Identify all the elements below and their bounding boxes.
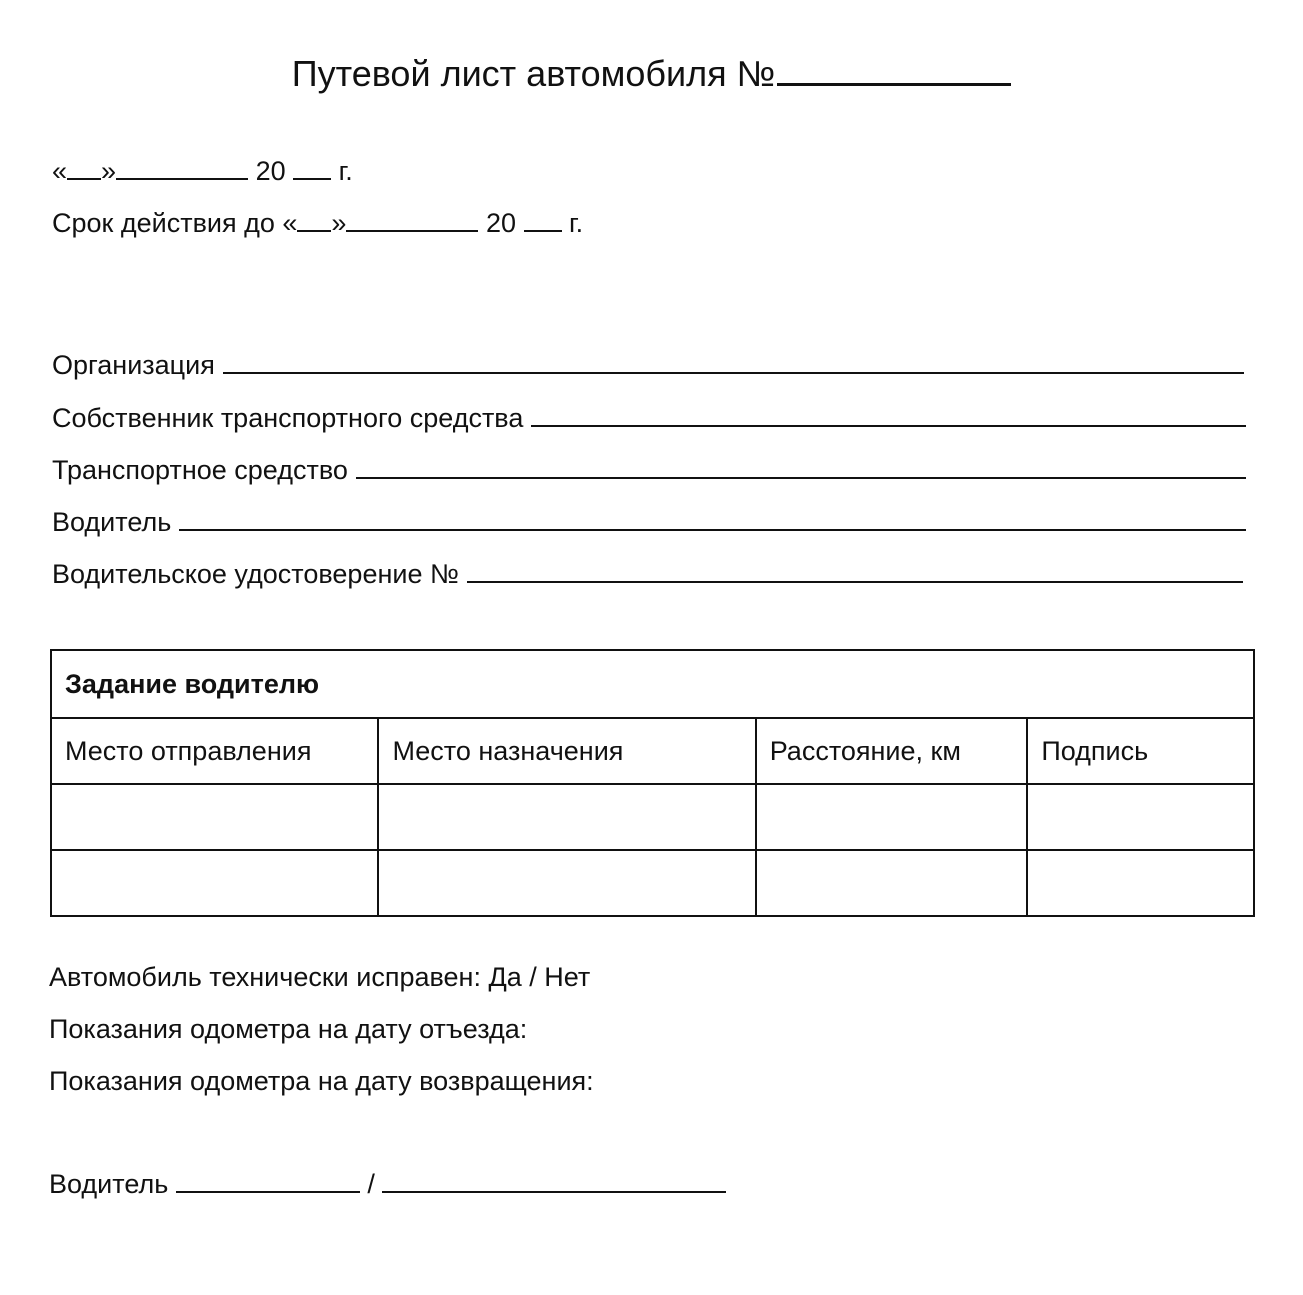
owner-blank[interactable] [531, 423, 1246, 427]
driver-signature-label: Водитель [49, 1169, 169, 1199]
validity-day-blank[interactable] [297, 208, 331, 232]
title-text: Путевой лист автомобиля № [291, 53, 776, 94]
validity-year-blank[interactable] [524, 208, 562, 232]
driver-signature-blank[interactable] [176, 1169, 360, 1193]
table-cell-departure[interactable] [51, 784, 378, 850]
driver-field [52, 505, 1246, 539]
waybill-number-blank[interactable] [777, 53, 1011, 86]
table-cell-distance[interactable] [756, 850, 1028, 916]
column-header-departure: Место отправления [51, 718, 378, 784]
validity-close-quote: » [331, 208, 347, 238]
organization-blank[interactable] [223, 370, 1244, 374]
issue-day-blank[interactable] [67, 156, 101, 180]
driver-label: Водитель [52, 507, 172, 537]
table-cell-signature[interactable] [1027, 784, 1254, 850]
validity-line [52, 206, 583, 240]
table-row [51, 850, 1254, 916]
issue-date-line [52, 154, 353, 188]
organization-label: Организация [52, 350, 215, 380]
signature-separator: / [367, 1169, 375, 1199]
organization-field [52, 348, 1244, 382]
vehicle-label: Транспортное средство [52, 455, 348, 485]
validity-label: Срок действия до « [52, 208, 298, 238]
column-header-signature: Подпись [1027, 718, 1254, 784]
driver-blank[interactable] [179, 527, 1246, 531]
column-header-destination: Место назначения [378, 718, 755, 784]
column-header-distance: Расстояние, км [756, 718, 1028, 784]
technical-condition-line: Автомобиль технически исправен: Да / Нет [49, 962, 591, 992]
issue-date-open-quote: « [52, 156, 68, 186]
document-title [0, 52, 1303, 96]
driver-name-blank[interactable] [382, 1169, 726, 1193]
issue-year-suffix: г. [338, 156, 353, 186]
odometer-departure-line: Показания одометра на дату отъезда: [49, 1014, 528, 1044]
license-field [52, 557, 1243, 591]
table-cell-destination[interactable] [378, 784, 755, 850]
odometer-return-line: Показания одометра на дату возвращения: [49, 1066, 594, 1096]
validity-year-suffix: г. [569, 208, 584, 238]
driver-signature-line [49, 1167, 726, 1201]
issue-year-prefix: 20 [255, 156, 286, 186]
table-row [51, 784, 1254, 850]
owner-field [52, 401, 1246, 435]
owner-label: Собственник транспортного средства [52, 403, 524, 433]
issue-year-blank[interactable] [293, 156, 331, 180]
vehicle-blank[interactable] [356, 475, 1246, 479]
driver-task-table [50, 649, 1255, 917]
license-blank[interactable] [467, 579, 1243, 583]
task-table-column-row [51, 718, 1254, 784]
vehicle-field [52, 453, 1246, 487]
table-cell-signature[interactable] [1027, 850, 1254, 916]
task-table-heading-row [51, 650, 1254, 718]
table-cell-distance[interactable] [756, 784, 1028, 850]
table-cell-departure[interactable] [51, 850, 378, 916]
license-label: Водительское удостоверение № [52, 559, 459, 589]
task-table-heading: Задание водителю [51, 650, 1254, 718]
issue-date-close-quote: » [101, 156, 117, 186]
issue-month-blank[interactable] [116, 156, 248, 180]
table-cell-destination[interactable] [378, 850, 755, 916]
validity-year-prefix: 20 [485, 208, 516, 238]
validity-month-blank[interactable] [346, 208, 478, 232]
